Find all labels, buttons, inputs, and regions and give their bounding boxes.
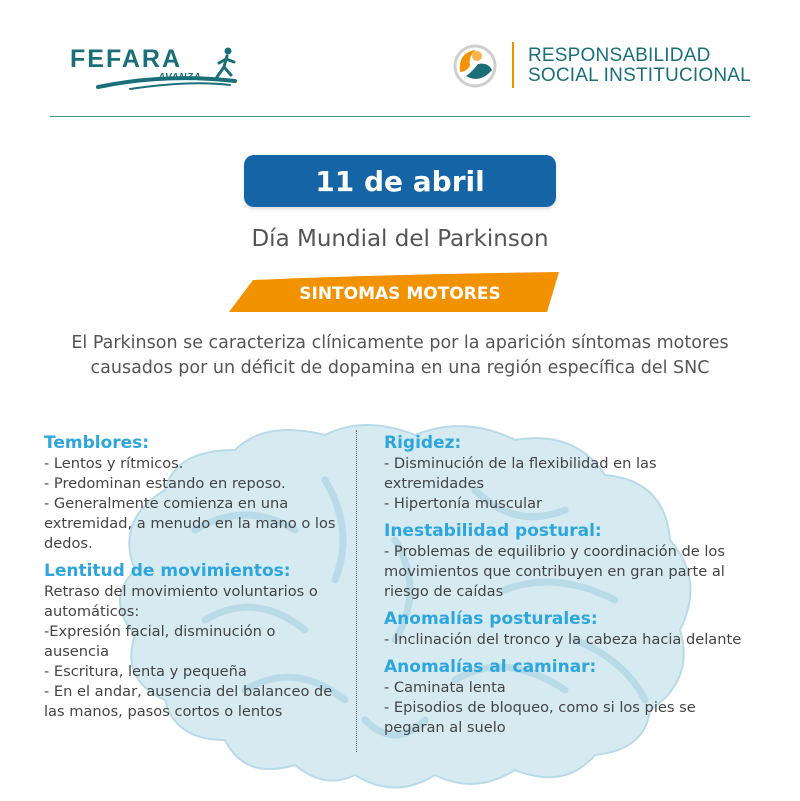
header-rule: [50, 116, 750, 117]
section-heading: Inestabilidad postural:: [384, 521, 602, 541]
section-temblores: [44, 432, 344, 554]
list-item: - Inclinación del tronco y la cabeza hacia delante: [384, 631, 742, 648]
section-posturales: [384, 608, 760, 650]
section-heading: Temblores:: [44, 433, 150, 453]
banner-label: SINTOMAS MOTORES: [299, 284, 501, 304]
section-rigidez: [384, 432, 760, 514]
intro-text: El Parkinson se caracteriza clínicamente por la aparición síntomas motores causados por un déficit de dopamina en una región específica del SNC: [71, 333, 729, 378]
fefara-logo: [70, 45, 260, 95]
list-item: - Predominan estando en reposo.: [44, 475, 286, 492]
list-item: -Expresión facial, disminución o ausencia: [44, 623, 276, 660]
section-heading: Anomalías posturales:: [384, 609, 598, 629]
column-divider: [356, 430, 357, 752]
list-item: - Lentos y rítmicos.: [44, 455, 184, 472]
header-divider: [512, 42, 514, 88]
page-subtitle: Día Mundial del Parkinson: [251, 226, 549, 252]
list-item: - Escritura, lenta y pequeña: [44, 663, 247, 680]
left-column: [44, 432, 344, 728]
logo-main-text: FEFARA: [70, 45, 182, 73]
org-name-line1: RESPONSABILIDAD: [528, 45, 711, 66]
section-heading: Anomalías al caminar:: [384, 657, 597, 677]
section-heading: Rigidez:: [384, 433, 462, 453]
section-inestabilidad: [384, 520, 760, 602]
date-badge: 11 de abril: [244, 155, 556, 207]
section-caminar: [384, 656, 760, 738]
right-column: [384, 432, 760, 744]
list-item: - En el andar, ausencia del balanceo de las manos, pasos cortos o lentos: [44, 683, 333, 720]
list-item: Retraso del movimiento voluntarios o automáticos:: [44, 583, 318, 620]
logo-sub-text: AVANZA: [158, 72, 202, 83]
rsi-logo-icon: [450, 42, 500, 90]
list-item: - Disminución de la flexibilidad en las extremidades: [384, 455, 657, 492]
list-item: - Generalmente comienza en una extremidad, a menudo en la mano o los dedos.: [44, 495, 336, 552]
list-item: - Caminata lenta: [384, 679, 506, 696]
org-name-line2: SOCIAL INSTITUCIONAL: [528, 65, 751, 86]
walking-person-icon: [70, 45, 260, 95]
list-item: - Episodios de bloqueo, como si los pies se pegaran al suelo: [384, 699, 696, 736]
list-item: - Problemas de equilibrio y coordinación de los movimientos que contribuyen en gran parte al riesgo de caídas: [384, 543, 725, 600]
list-item: - Hipertonía muscular: [384, 495, 543, 512]
org-name: [528, 46, 751, 86]
section-lentitud: [44, 560, 344, 722]
section-heading: Lentitud de movimientos:: [44, 561, 291, 581]
